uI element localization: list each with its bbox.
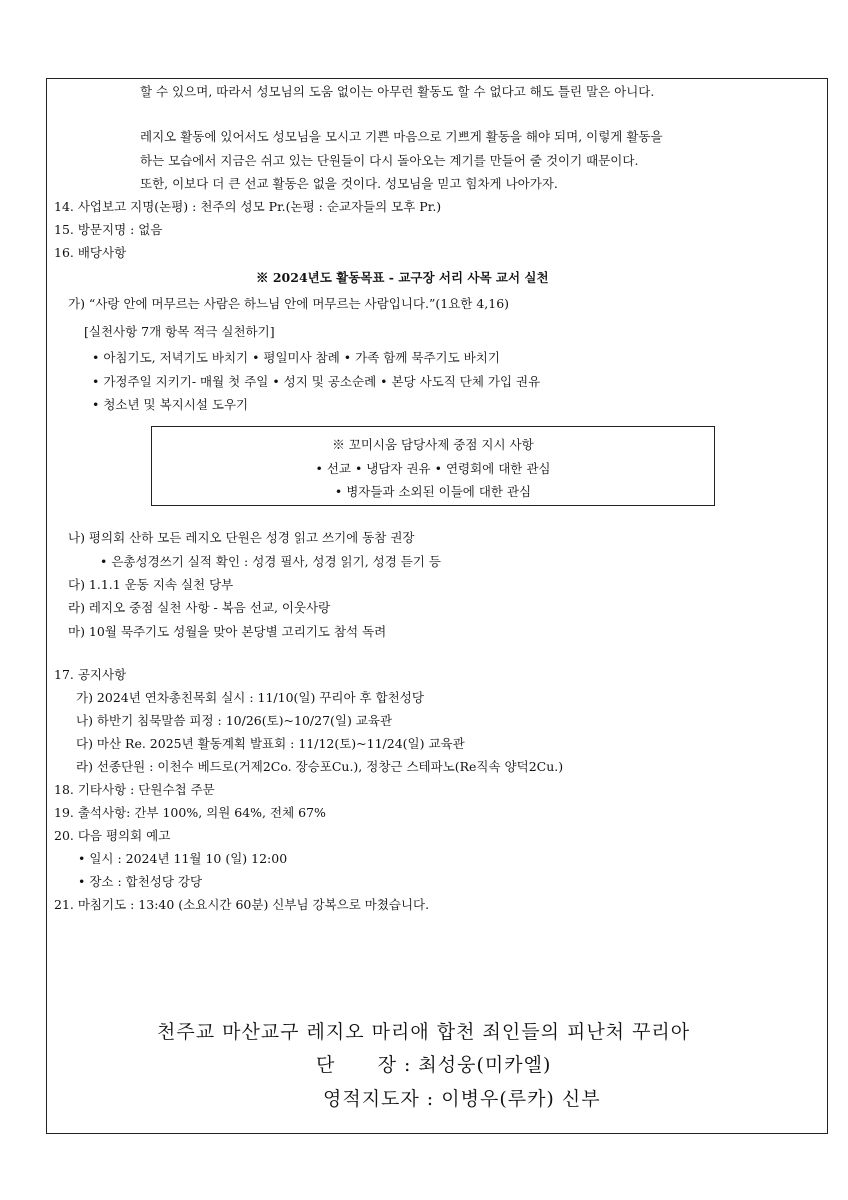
item-16: 16. 배당사항 [54, 245, 127, 260]
item-16-ma: 마) 10월 묵주기도 성월을 맞아 본당별 고리기도 참석 독려 [68, 624, 387, 639]
practice-list-item: • 가정주일 지키기- 매월 첫 주일 • 성지 및 공소순례 • 본당 사도직 단체 가입 권유 [92, 374, 541, 389]
notice-ra: 라) 선종단원 : 이천수 베드로(거제2Co. 장승포Cu.), 정창근 스테파노(Re직속 양덕2Cu.) [76, 759, 564, 774]
practice-title: [실천사항 7개 항목 적극 실천하기] [84, 324, 275, 339]
item-14: 14. 사업보고 지명(논평) : 천주의 성모 Pr.(논평 : 순교자들의 모후 Pr.) [54, 199, 442, 214]
item-15: 15. 방문지명 : 없음 [54, 222, 163, 237]
notice-na: 나) 하반기 침묵말씀 피정 : 10/26(토)~10/27(일) 교육관 [76, 713, 393, 728]
goal-title: ※ 2024년도 활동목표 - 교구장 서리 사목 교서 실천 [256, 270, 549, 285]
instruction-box-title: ※ 꼬미시움 담당사제 중점 지시 사항 [332, 437, 534, 452]
instruction-box-line: • 병자들과 소외된 이들에 대한 관심 [334, 484, 532, 499]
instruction-box [151, 426, 715, 506]
item-20-date: • 일시 : 2024년 11월 10 (일) 12:00 [78, 851, 288, 866]
instruction-box-line: • 선교 • 냉담자 권유 • 연령회에 대한 관심 [315, 461, 551, 476]
paragraph-line: 할 수 있으며, 따라서 성모님의 도움 없이는 아무런 활동도 할 수 없다고 해도 틀린 말은 아니다. [140, 84, 655, 99]
item-19: 19. 출석사항: 간부 100%, 의원 64%, 전체 67% [54, 805, 326, 820]
item-18: 18. 기타사항 : 단원수첩 주문 [54, 782, 215, 797]
item-16-na-sub: • 은총성경쓰기 실적 확인 : 성경 필사, 성경 읽기, 성경 듣기 등 [100, 554, 441, 569]
item-16-da: 다) 1.1.1 운동 지속 실천 당부 [68, 577, 234, 592]
item-20: 20. 다음 평의회 예고 [54, 828, 171, 843]
signature-organization: 천주교 마산교구 레지오 마리애 합천 죄인들의 피난처 꾸리아 [157, 1021, 691, 1043]
paragraph-line: 또한, 이보다 더 큰 선교 활동은 없을 것이다. 성모님을 믿고 힘차게 나아가자. [140, 176, 558, 191]
item-21: 21. 마침기도 : 13:40 (소요시간 60분) 신부님 강복으로 마쳤습니다. [54, 897, 430, 912]
practice-list-item: • 청소년 및 복지시설 도우기 [92, 397, 249, 412]
paragraph-line: 레지오 활동에 있어서도 성모님을 모시고 기쁜 마음으로 기쁘게 활동을 해야 되며, 이렇게 활동을 [140, 129, 663, 144]
item-17: 17. 공지사항 [54, 667, 127, 682]
signature-leader: 단 장 : 최성웅(미카엘) [316, 1054, 552, 1076]
item-16-ra: 라) 레지오 중점 실천 사항 - 복음 선교, 이웃사랑 [68, 600, 331, 615]
notice-da: 다) 마산 Re. 2025년 활동계획 발표회 : 11/12(토)~11/24(일) 교육관 [76, 736, 465, 751]
item-20-place: • 장소 : 합천성당 강당 [78, 874, 203, 889]
paragraph-line: 하는 모습에서 지금은 쉬고 있는 단원들이 다시 돌아오는 계기를 만들어 줄 것이기 때문이다. [140, 153, 639, 168]
signature-director: 영적지도자 : 이병우(루카) 신부 [323, 1088, 601, 1110]
item-16-na: 나) 평의회 산하 모든 레지오 단원은 성경 읽고 쓰기에 동참 권장 [68, 530, 415, 545]
practice-list-item: • 아침기도, 저녁기도 바치기 • 평일미사 참례 • 가족 함께 묵주기도 바치기 [92, 350, 500, 365]
goal-quote: 가) “사랑 안에 머무르는 사람은 하느님 안에 머무르는 사람입니다.”(1요한 4,16) [68, 296, 510, 311]
notice-ga: 가) 2024년 연차총친목회 실시 : 11/10(일) 꾸리아 후 합천성당 [76, 690, 424, 705]
